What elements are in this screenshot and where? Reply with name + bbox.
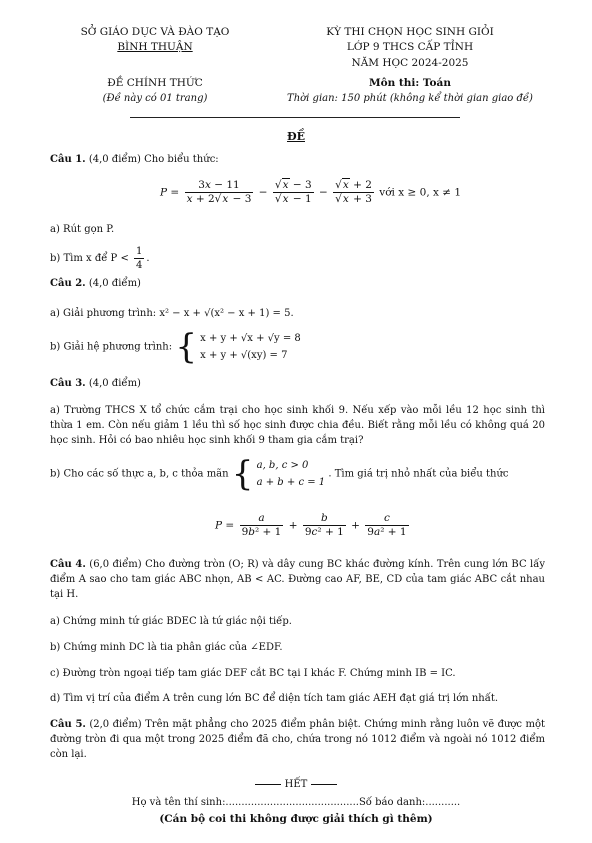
question-3-label: Câu 3. xyxy=(50,378,86,389)
question-5-text: (2,0 điểm) Trên mặt phẳng cho 2025 điểm phân biệt. Chứng minh rằng luôn vẽ được một đường tròn đi qua một trong 2025 điểm đã cho, chứa trong nó 1012 điểm và ngoài nó 1012 điểm còn lại. xyxy=(50,719,545,760)
end-text: HẾT xyxy=(284,779,308,790)
question-3-points: (4,0 điểm) xyxy=(88,378,141,389)
header-divider xyxy=(130,117,460,118)
question-3b-text: b) Cho các số thực a, b, c thỏa mãn xyxy=(50,468,229,480)
system-eq-1: x + y + √x + √y = 8 xyxy=(200,333,301,344)
question-1a: a) Rút gọn P. xyxy=(50,224,115,235)
question-4b: b) Chứng minh DC là tia phân giác của ∠EDF. xyxy=(50,642,283,653)
question-4a: a) Chứng minh tứ giác BDEC là tứ giác nội tiếp. xyxy=(50,616,292,627)
province-name: BÌNH THUẬN xyxy=(117,41,193,53)
question-1-label: Câu 1. xyxy=(50,154,86,165)
question-1b: b) Tìm x để P < $\frac{1}{4}$ . xyxy=(50,246,150,271)
question-2b: b) Giải hệ phương trình: { x + y + √x + √y = 8 x + y + √(xy) = 7 xyxy=(50,327,301,367)
proctor-note: (Cán bộ coi thi không được giải thích gì thêm) xyxy=(159,813,433,825)
question-3b-post: . Tìm giá trị nhỏ nhất của biểu thức xyxy=(328,468,509,480)
time-allowed: Thời gian: 150 phút (không kể thời gian giao đề) xyxy=(287,93,533,104)
subject: Môn thi: Toán xyxy=(369,77,451,89)
question-4c: c) Đường tròn ngoại tiếp tam giác DEF cắt BC tại I khác F. Chứng minh IB = IC. xyxy=(50,668,456,679)
question-2-points: (4,0 điểm) xyxy=(88,278,141,289)
question-2b-text: b) Giải hệ phương trình: xyxy=(50,341,173,353)
question-2a: a) Giải phương trình: x² − x + √(x² − x + 1) = 5. xyxy=(50,308,294,319)
exam-level: LỚP 9 THCS CẤP TỈNH xyxy=(346,41,474,53)
school-year: NĂM HỌC 2024-2025 xyxy=(351,57,469,69)
page-count-note: (Đề này có 01 trang) xyxy=(102,93,208,104)
expression-p: P = $\frac{3x - 11}{x + 2√x - 3}$ − $\frac{√x - 3}{√x - 1}$ − $\frac{√x + 2}{√x + 3}$ với x ≥ 0, x ≠ 1 xyxy=(160,179,462,205)
question-3a: a) Trường THCS X tổ chức cắm trại cho học sinh khối 9. Nếu xếp vào mỗi lều 12 học sinh thì thừa 1 em. Còn nếu giảm 1 lều thì số học sinh được chia đều. Biết rằng mỗi lều có không quá 20 học sinh. Hỏi có bao nhiêu học sinh khối 9 tham gia cắm trại? xyxy=(50,405,545,446)
question-5-label: Câu 5. xyxy=(50,719,86,730)
expression-condition: với x ≥ 0, x ≠ 1 xyxy=(379,186,462,199)
question-1b-text: b) Tìm x để P < xyxy=(50,253,129,264)
question-3-intro xyxy=(50,376,141,391)
question-4 xyxy=(50,557,545,602)
question-4d: d) Tìm vị trí của điểm A trên cung lớn BC để diện tích tam giác AEH đạt giá trị lớn nhất. xyxy=(50,693,499,704)
question-1-points: (4,0 điểm) Cho biểu thức: xyxy=(88,154,219,165)
question-3b: b) Cho các số thực a, b, c thỏa mãn { a, b, c > 0 a + b + c = 1 . Tìm giá trị nhỏ nhất của biểu thức xyxy=(50,454,509,494)
question-5 xyxy=(50,717,545,762)
question-2-intro xyxy=(50,276,141,291)
exam-heading: ĐỀ xyxy=(287,130,305,143)
question-2-label: Câu 2. xyxy=(50,278,86,289)
expression-p2: P = $\frac{a}{\text{9b² + 1}}$ + $\frac{b}{\text{9c² + 1}}$ + $\frac{c}{\text{9a² + 1}}$ xyxy=(215,512,407,538)
end-marker xyxy=(0,779,592,790)
question-4-text: (6,0 điểm) Cho đường tròn (O; R) và dây cung BC khác đường kính. Trên cung lớn BC lấy điểm A sao cho tam giác ABC nhọn, AB < AC. Đường cao AF, BE, CD của tam giác ABC cắt nhau tại H. xyxy=(50,559,545,600)
condition-1: a, b, c > 0 xyxy=(256,460,309,471)
candidate-info-line: Họ và tên thí sinh:..........................................Số báo danh:........... xyxy=(131,797,461,808)
question-4-label: Câu 4. xyxy=(50,559,86,570)
question-1-intro xyxy=(50,152,219,167)
condition-2: a + b + c = 1 xyxy=(256,477,326,488)
system-eq-2: x + y + √(xy) = 7 xyxy=(200,350,288,361)
department-name: SỞ GIÁO DỤC VÀ ĐÀO TẠO xyxy=(80,26,230,38)
official-label: ĐỀ CHÍNH THỨC xyxy=(107,77,203,89)
exam-title: KỲ THI CHỌN HỌC SINH GIỎI xyxy=(326,26,494,38)
